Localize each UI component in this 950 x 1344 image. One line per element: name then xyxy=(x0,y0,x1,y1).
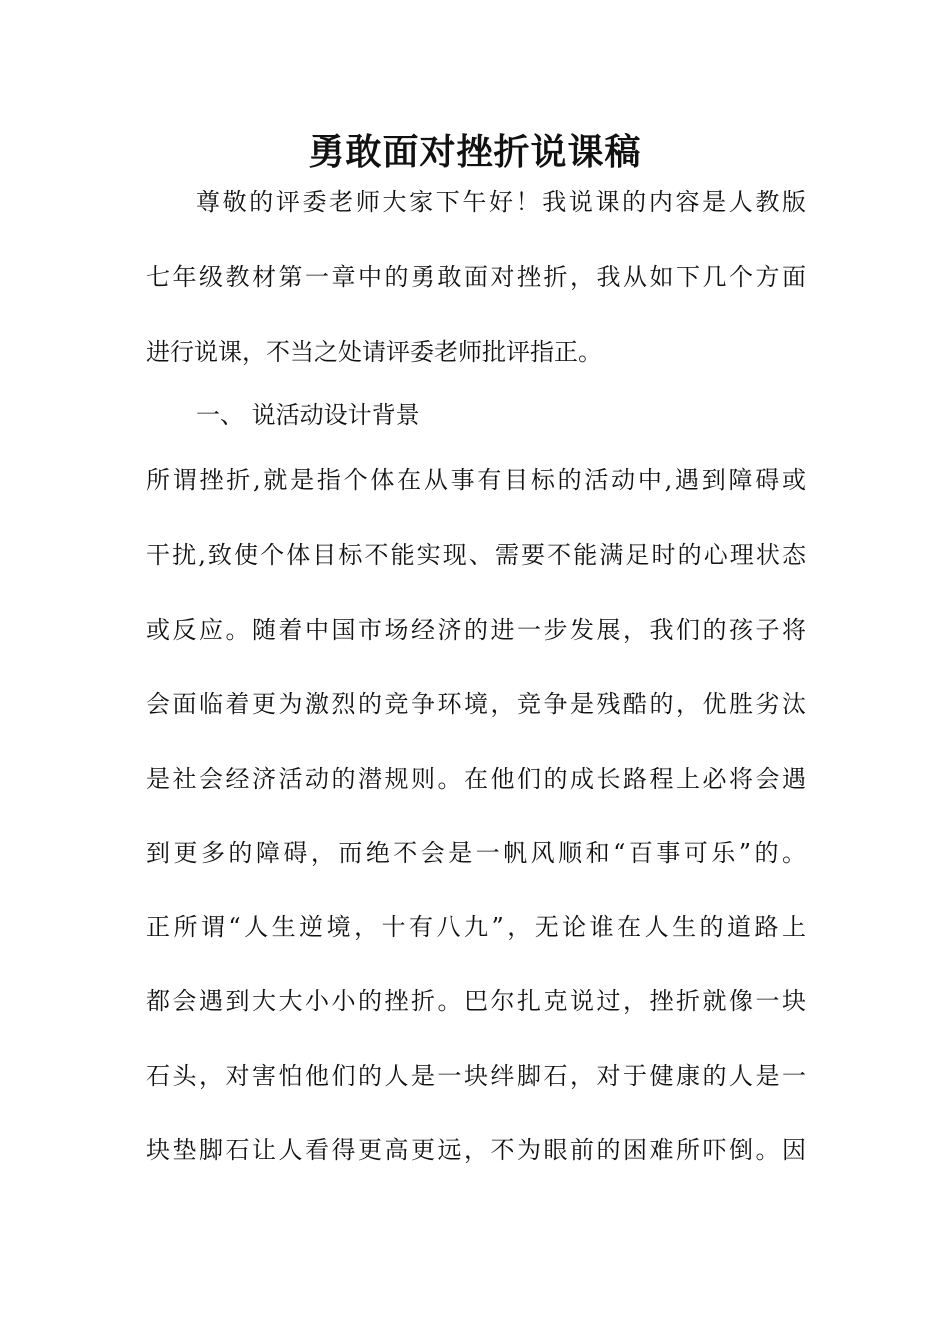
paragraph-line: 到更多的障碍，而绝不会是一帆风顺和“百事可乐”的。 xyxy=(146,839,806,867)
paragraph-line: 是社会经济活动的潜规则。在他们的成长路程上必将会遇 xyxy=(146,765,806,793)
section-heading: 一、 说活动设计背景 xyxy=(196,401,420,429)
paragraph-line: 干扰,致使个体目标不能实现、需要不能满足时的心理状态 xyxy=(146,541,806,569)
paragraph-line: 或反应。随着中国市场经济的进一步发展，我们的孩子将 xyxy=(146,616,806,644)
paragraph-line: 会面临着更为激烈的竞争环境，竞争是残酷的，优胜劣汰 xyxy=(146,690,806,718)
paragraph-line: 尊敬的评委老师大家下午好！我说课的内容是人教版 xyxy=(196,188,806,216)
paragraph-line: 都会遇到大大小小的挫折。巴尔扎克说过，挫折就像一块 xyxy=(146,987,806,1015)
paragraph-line: 所谓挫折,就是指个体在从事有目标的活动中,遇到障碍或 xyxy=(146,466,806,494)
document-title: 勇敢面对挫折说课稿 xyxy=(308,131,642,173)
paragraph-line: 石头，对害怕他们的人是一块绊脚石，对于健康的人是一 xyxy=(146,1062,806,1090)
paragraph-line: 七年级教材第一章中的勇敢面对挫折，我从如下几个方面 xyxy=(146,263,806,291)
paragraph-line: 进行说课，不当之处请评委老师批评指正。 xyxy=(146,338,602,366)
paragraph-line: 块垫脚石让人看得更高更远，不为眼前的困难所吓倒。因 xyxy=(146,1136,806,1164)
paragraph-line: 正所谓“人生逆境，十有八九”，无论谁在人生的道路上 xyxy=(146,913,806,941)
